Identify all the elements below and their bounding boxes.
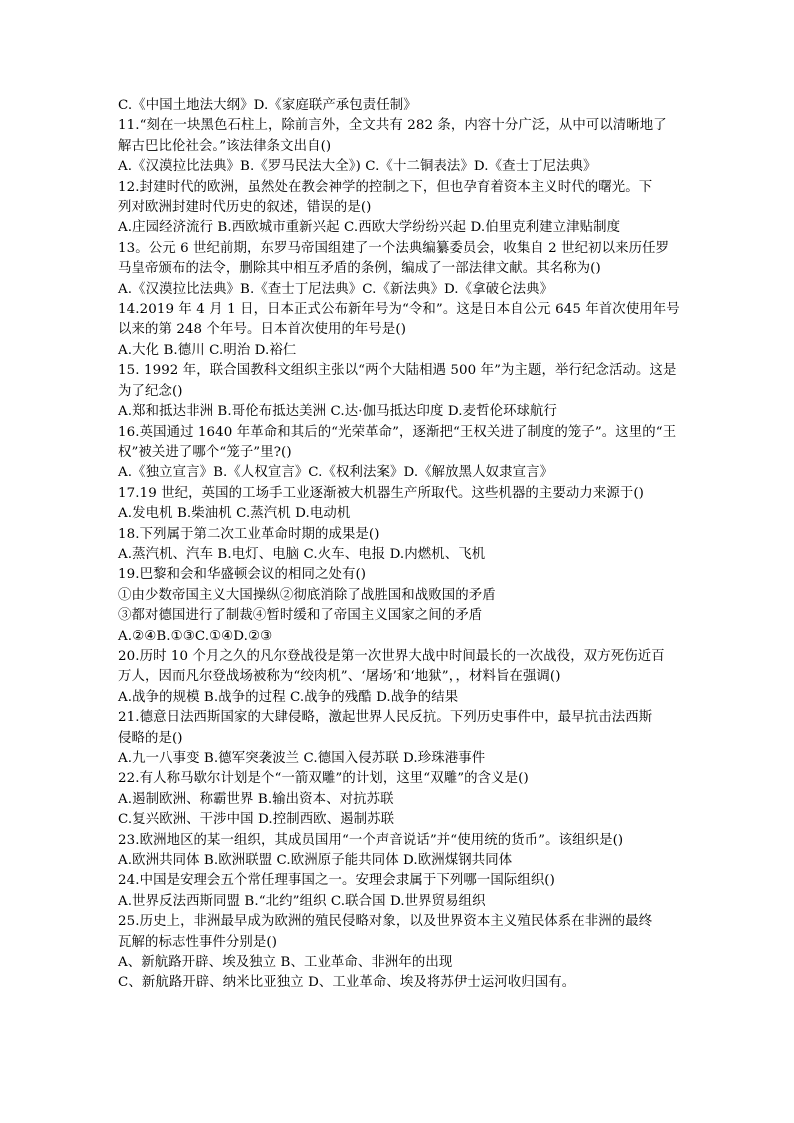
text-line: C、新航路开辟、纳米比亚独立 D、工业革命、埃及将苏伊士运河收归国有。: [118, 975, 576, 991]
text-line: ③都对德国进行了制裁④暂时缓和了帝国主义国家之间的矛盾: [118, 608, 483, 624]
text-line: A.遏制欧洲、称霸世界 B.输出资本、对抗苏联: [118, 791, 394, 807]
text-line: 16.英国通过 1640 年革命和其后的“光荣革命”，逐渐把“王权关进了制度的笼子”。这里的“王: [118, 424, 677, 440]
text-line: A.世界反法西斯同盟 B.“北约”组织 C.联合国 D.世界贸易组织: [118, 893, 486, 909]
text-line: 21.德意日法西斯国家的大肆侵略，激起世界人民反抗。下列历史事件中，最早抗击法西斯: [118, 710, 653, 726]
text-line: 24.中国是安理会五个常任理事国之一。安理会隶属于下列哪一国际组织(): [118, 873, 555, 889]
text-line: 瓦解的标志性事件分别是(): [118, 934, 278, 950]
text-line: 22.有人称马歇尔计划是个“一箭双雕”的计划，这里“双雕”的含义是(): [118, 771, 529, 787]
text-line: 马皇帝颁布的法令，删除其中相互矛盾的条例，编成了一部法律文献。其名称为(): [118, 261, 601, 277]
text-line: A.《独立宣言》B.《人权宣言》C.《权利法案》D.《解放黑人奴隶宣言》: [118, 465, 554, 481]
text-line: ①由少数帝国主义大国操纵②彻底消除了战胜国和战败国的矛盾: [118, 587, 496, 603]
text-line: 以来的第 248 个年号。日本首次使用的年号是(): [118, 322, 407, 338]
text-line: 14.2019 年 4 月 1 日，日本正式公布新年号为“令和”。这是日本自公元 645 年首次使用年号: [118, 302, 680, 318]
text-line: 列对欧洲封建时代历史的叙述，错误的是(): [118, 200, 372, 216]
text-line: C.复兴欧洲、干涉中国 D.控制西欧、遏制苏联: [118, 812, 395, 828]
text-line: 23.欧洲地区的某一组织，其成员国用“一个声音说话”并“使用统的货币”。该组织是(): [118, 832, 624, 848]
text-line: A.蒸汽机、汽车 B.电灯、电脑 C.火车、电报 D.内燃机、飞机: [118, 546, 486, 562]
text-line: 11.“刻在一块黑色石柱上，除前言外，全文共有 282 条，内容十分广泛，从中可以清晰地了: [118, 118, 667, 134]
text-line: A.战争的规模 B.战争的过程 C.战争的残酷 D.战争的结果: [118, 689, 459, 705]
text-line: 权”被关进了哪个“笼子”里?(): [118, 444, 292, 460]
text-line: 万人，因而凡尔登战场被称为“绞肉机”、‘屠场’和‘地狱”，，材料旨在强调(): [118, 669, 561, 685]
text-line: A.九一八事变 B.德军突袭波兰 C.德国入侵苏联 D.珍珠港事件: [118, 751, 486, 766]
text-line: 为了纪念(): [118, 383, 183, 399]
text-line: 侵略的是(): [118, 730, 183, 746]
text-line: A.郑和抵达非洲 B.哥伦布抵达美洲 C.达·伽马抵达印度 D.麦哲伦环球航行: [118, 404, 558, 420]
text-line: 18.下列属于第二次工业革命时期的成果是(): [118, 526, 380, 542]
text-line: A.《汉漠拉比法典》B.《罗马民法大全》) C.《十二铜表法》D.《查士丁尼法典》: [118, 159, 597, 175]
exam-page: [118, 96, 684, 994]
text-line: 17.19 世纪，英国的工场手工业逐渐被大机器生产所取代。这些机器的主要动力来源于(): [118, 485, 645, 501]
text-line: 20.历时 10 个月之久的凡尔登战役是第一次世界大战中时间最长的一次战役，双方死伤近百: [118, 648, 665, 664]
text-line: 25.历史上，非洲最早成为欧洲的殖民侵略对象，以及世界资本主义殖民体系在非洲的最终: [118, 914, 653, 930]
text-line: 解古巴比伦社会。”该法律条文出自(): [118, 138, 332, 154]
text-line: 19.巴黎和会和华盛顿会议的相同之处有(): [118, 567, 367, 583]
text-line: 12.封建时代的欧洲，虽然处在教会神学的控制之下，但也孕育着资本主义时代的曙光。下: [118, 179, 653, 195]
text-line: A.大化 B.德川 C.明治 D.裕仁: [118, 342, 297, 358]
text-line: 13。公元 6 世纪前期，东罗马帝国组建了一个法典编纂委员会，收集自 2 世纪初以来历任罗: [118, 240, 670, 256]
text-line: A.欧洲共同体 B.欧洲联盟 C.欧洲原子能共同体 D.欧洲煤钢共同体: [118, 853, 513, 869]
text-line: A、新航路开辟、埃及独立 B、工业革命、非洲年的出现: [118, 955, 453, 971]
text-line: 15. 1992 年，联合国教科文组织主张以“两个大陆相遇 500 年”为主题，举行纪念活动。这是: [118, 363, 677, 379]
text-line: A.②④B.①③C.①④D.②③: [118, 628, 273, 644]
text-line: A.发电机 B.柴油机 C.蒸汽机 D.电动机: [118, 506, 351, 522]
text-line: A.《汉漠拉比法典》B.《查士丁尼法典》C.《新法典》D.《拿破仑法典》: [118, 281, 554, 297]
text-line: C.《中国土地法大纲》D.《家庭联产承包责任制》: [118, 98, 417, 113]
text-line: A.庄园经济流行 B.西欧城市重新兴起 C.西欧大学纷纷兴起 D.伯里克利建立津贴制度: [118, 220, 621, 236]
